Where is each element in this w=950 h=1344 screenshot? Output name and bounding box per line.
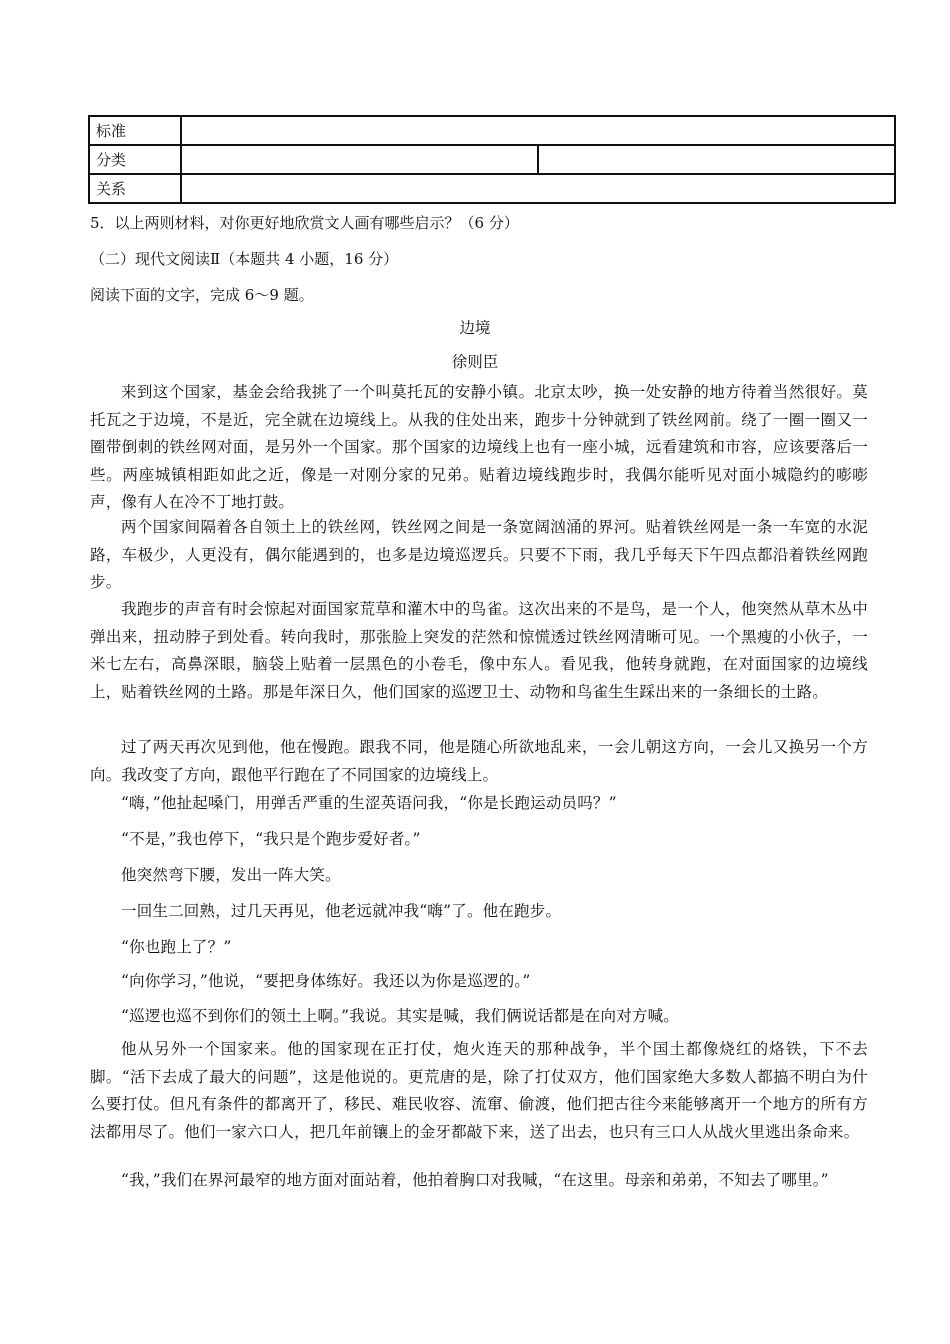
answer-cell-relation[interactable]: [181, 174, 895, 203]
article-paragraph-13: “我，”我们在界河最窄的地方面对面站着，他拍着胸口对我喊，“在这里。母亲和弟弟，不知去了哪里。”: [121, 1171, 829, 1189]
section-heading: （二）现代文阅读Ⅱ（本题共 4 小题，16 分）: [90, 250, 399, 268]
article-paragraph-5: “嗨，”他扯起嗓门，用弹舌严重的生涩英语问我，“你是长跑运动员吗？”: [121, 794, 617, 812]
answer-cell-category-2[interactable]: [538, 145, 895, 174]
answer-cell-category-1[interactable]: [181, 145, 538, 174]
classification-table: [88, 115, 896, 204]
table-row: [89, 145, 895, 174]
article-paragraph-6: “不是，”我也停下，“我只是个跑步爱好者。”: [121, 830, 421, 848]
article-author: 徐则臣: [451, 353, 499, 371]
article-paragraph-4: 过了两天再次见到他，他在慢跑。跟我不同，他是随心所欲地乱来，一会儿朝这方向，一会儿又换另一个方向。我改变了方向，跟他平行跑在了不同国家的边境线上。: [90, 738, 868, 784]
reading-instruction: 阅读下面的文字，完成 6～9 题。: [90, 286, 314, 304]
row-label-relation: 关系: [89, 174, 181, 203]
article-paragraph-8: 一回生二回熟，过几天再见，他老远就冲我“嗨”了。他在跑步。: [121, 902, 562, 920]
article-paragraph-12: 他从另外一个国家来。他的国家现在正打仗，炮火连天的那种战争，半个国土都像烧红的烙铁，下不去脚。“活下去成了最大的问题”，这是他说的。更荒唐的是，除了打仗双方，他们国家绝大多数人都搞不明白为什么要打仗。但凡有条件的都离开了，移民、难民收容、流窜、偷渡，他们把古往今来能够离开一个地方的所有方法都用尽了。他们一家六口人，把几年前镶上的金牙都敲下来，送了出去，也只有三口人从战火里逃出条命来。: [90, 1040, 868, 1141]
row-label-standard: 标准: [89, 116, 181, 145]
article-paragraph-2: 两个国家间隔着各自领土上的铁丝网，铁丝网之间是一条宽阔汹涌的界河。贴着铁丝网是一条一车宽的水泥路，车极少，人更没有，偶尔能遇到的，也多是边境巡逻兵。只要不下雨，我几乎每天下午四点都沿着铁丝网跑步。: [90, 518, 868, 591]
article-paragraph-1: 来到这个国家，基金会给我挑了一个叫莫托瓦的安静小镇。北京太吵，换一处安静的地方待着当然很好。莫托瓦之于边境，不是近，完全就在边境线上。从我的住处出来，跑步十分钟就到了铁丝网前。绕了一圈一圈又一圈带倒刺的铁丝网对面，是另外一个国家。那个国家的边境线上也有一座小城，远看建筑和市容，应该要落后一些。两座城镇相距如此之近，像是一对刚分家的兄弟。贴着边境线跑步时，我偶尔能听见对面小城隐约的嘭嘭声，像有人在冷不丁地打鼓。: [90, 383, 868, 511]
article-paragraph-3: 我跑步的声音有时会惊起对面国家荒草和灌木中的鸟雀。这次出来的不是鸟，是一个人，他突然从草木丛中弹出来，扭动脖子到处看。转向我时，那张脸上突发的茫然和惊慌透过铁丝网清晰可见。一个黑瘦的小伙子，一米七左右，高鼻深眼，脑袋上贴着一层黑色的小卷毛，像中东人。看见我，他转身就跑，在对面国家的边境线上，贴着铁丝网的土路。那是年深日久，他们国家的巡逻卫士、动物和鸟雀生生踩出来的一条细长的土路。: [90, 600, 868, 701]
article-paragraph-11: “巡逻也巡不到你们的领土上啊。”我说。其实是喊，我们俩说话都是在向对方喊。: [121, 1007, 680, 1025]
article-paragraph-9: “你也跑上了？”: [121, 938, 232, 956]
answer-cell-standard[interactable]: [181, 116, 895, 145]
article-paragraph-7: 他突然弯下腰，发出一阵大笑。: [121, 866, 341, 884]
table-row: [89, 174, 895, 203]
article-title: 边境: [459, 319, 491, 337]
question-5: 5．以上两则材料，对你更好地欣赏文人画有哪些启示？（6 分）: [90, 214, 519, 232]
article-paragraph-10: “向你学习，”他说，“要把身体练好。我还以为你是巡逻的。”: [121, 972, 531, 990]
table-row: [89, 116, 895, 145]
row-label-category: 分类: [89, 145, 181, 174]
